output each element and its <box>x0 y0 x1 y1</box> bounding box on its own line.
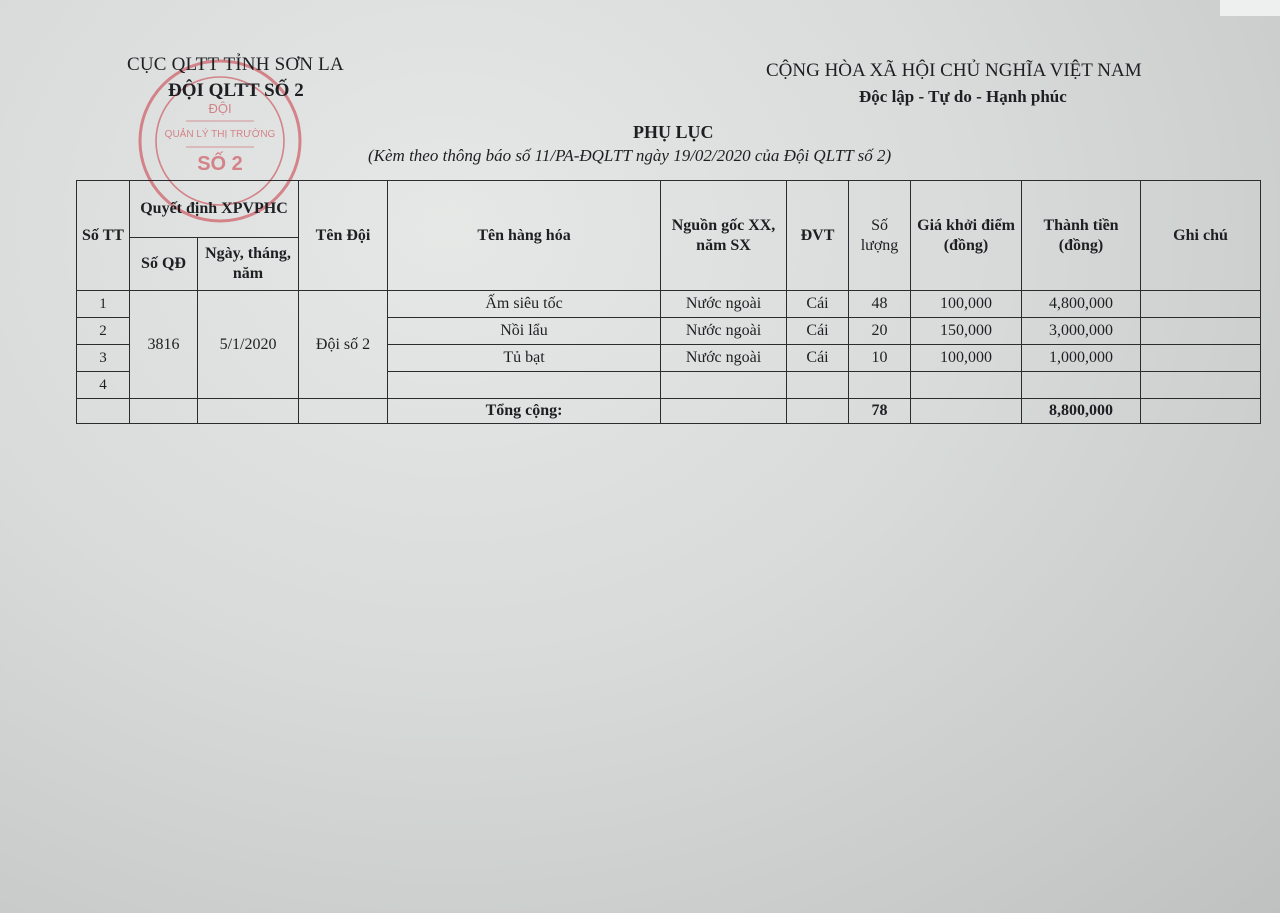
cell-unit: Cái <box>787 318 849 345</box>
table-total-row <box>77 399 1261 424</box>
header-origin: Nguồn gốc XX, năm SX <box>661 181 787 291</box>
cell-qty: 20 <box>849 318 911 345</box>
total-qty: 78 <box>849 399 911 424</box>
national-motto: Độc lập - Tự do - Hạnh phúc <box>859 87 1067 106</box>
total-empty-cell <box>661 399 787 424</box>
cell-unit: Cái <box>787 345 849 372</box>
cell-qty: 48 <box>849 291 911 318</box>
agency-name: CỤC QLTT TỈNH SƠN LA <box>127 54 344 75</box>
cell-origin <box>661 372 787 399</box>
header-qty: Số lượng <box>849 181 911 291</box>
cell-decision-no: 3816 <box>130 291 198 399</box>
cell-goods: Tủ bạt <box>388 345 661 372</box>
cell-decision-date: 5/1/2020 <box>198 291 299 399</box>
agency-unit: ĐỘI QLTT SỐ 2 <box>168 80 304 101</box>
cell-note <box>1141 372 1261 399</box>
cell-unit: Cái <box>787 291 849 318</box>
header-goods: Tên hàng hóa <box>388 181 661 291</box>
total-empty-cell <box>1141 399 1261 424</box>
table-row <box>77 291 1261 318</box>
cell-unit <box>787 372 849 399</box>
appendix-table <box>76 180 1261 424</box>
total-amount: 8,800,000 <box>1022 399 1141 424</box>
cell-amount <box>1022 372 1141 399</box>
cell-amount: 1,000,000 <box>1022 345 1141 372</box>
total-label: Tổng cộng: <box>388 399 661 424</box>
stamp-text-mid: QUẢN LÝ THỊ TRƯỜNG <box>164 129 276 140</box>
cell-origin: Nước ngoài <box>661 291 787 318</box>
total-empty-cell <box>77 399 130 424</box>
cell-stt: 4 <box>77 372 130 399</box>
cell-price <box>911 372 1022 399</box>
cell-goods <box>388 372 661 399</box>
cell-origin: Nước ngoài <box>661 345 787 372</box>
cell-stt: 1 <box>77 291 130 318</box>
total-empty-cell <box>787 399 849 424</box>
header-team: Tên Đội <box>299 181 388 291</box>
header-decision: Quyết định XPVPHC <box>130 181 299 238</box>
header-stt: Số TT <box>77 181 130 291</box>
cell-stt: 2 <box>77 318 130 345</box>
header-amount: Thành tiền (đồng) <box>1022 181 1141 291</box>
total-empty-cell <box>198 399 299 424</box>
total-empty-cell <box>130 399 198 424</box>
cell-goods: Ấm siêu tốc <box>388 291 661 318</box>
cell-qty: 10 <box>849 345 911 372</box>
header-decision-no: Số QĐ <box>130 238 198 291</box>
header-price: Giá khởi điểm (đồng) <box>911 181 1022 291</box>
header-decision-date: Ngày, tháng, năm <box>198 238 299 291</box>
cell-amount: 3,000,000 <box>1022 318 1141 345</box>
cell-amount: 4,800,000 <box>1022 291 1141 318</box>
cell-price: 100,000 <box>911 345 1022 372</box>
cell-note <box>1141 291 1261 318</box>
page-subtitle: (Kèm theo thông báo số 11/PA-ĐQLTT ngày 19/02/2020 của Đội QLTT số 2) <box>368 146 892 165</box>
cell-stt: 3 <box>77 345 130 372</box>
cell-price: 150,000 <box>911 318 1022 345</box>
stamp-text-num: SỐ 2 <box>197 153 243 175</box>
stamp-text-top: ĐỘI <box>208 101 232 116</box>
header-note: Ghi chú <box>1141 181 1261 291</box>
total-empty-cell <box>911 399 1022 424</box>
cell-price: 100,000 <box>911 291 1022 318</box>
header-unit: ĐVT <box>787 181 849 291</box>
table-header-row <box>77 181 1261 238</box>
total-empty-cell <box>299 399 388 424</box>
cell-team: Đội số 2 <box>299 291 388 399</box>
cell-goods: Nồi lẩu <box>388 318 661 345</box>
cell-qty <box>849 372 911 399</box>
cell-origin: Nước ngoài <box>661 318 787 345</box>
page-title: PHỤ LỤC <box>633 122 714 142</box>
paper-corner <box>1220 0 1280 16</box>
national-title: CỘNG HÒA XÃ HỘI CHỦ NGHĨA VIỆT NAM <box>766 60 1142 81</box>
cell-note <box>1141 318 1261 345</box>
cell-note <box>1141 345 1261 372</box>
